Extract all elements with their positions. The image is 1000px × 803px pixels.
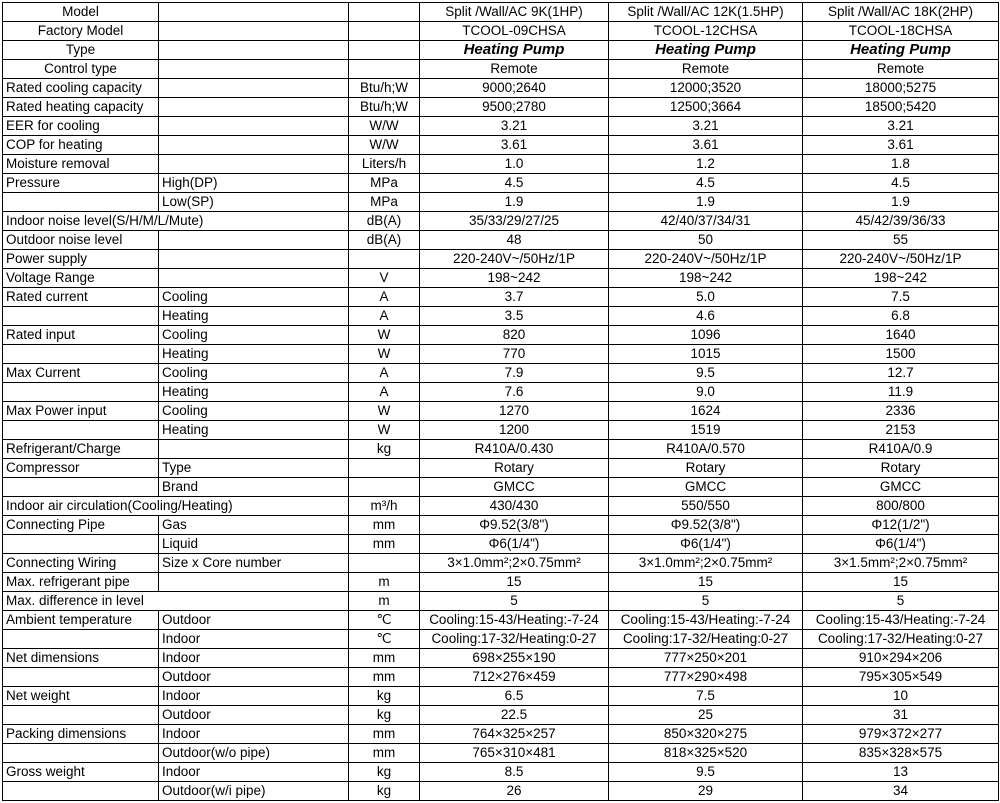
row-label: Connecting Wiring [3, 554, 159, 573]
row-label: Rated input [3, 326, 159, 345]
row-unit: kg [349, 687, 420, 706]
table-row [3, 535, 999, 554]
table-row [3, 117, 999, 136]
value-cell-model-2: 42/40/37/34/31 [609, 212, 803, 231]
row-unit: A [349, 364, 420, 383]
row-sublabel [159, 136, 349, 155]
row-label: Power supply [3, 250, 159, 269]
row-label [3, 478, 159, 497]
row-sublabel: Outdoor [159, 706, 349, 725]
row-unit: kg [349, 763, 420, 782]
table-row [3, 573, 999, 592]
row-label: Indoor noise level(S/H/M/L/Mute) [3, 212, 349, 231]
value-cell-model-1: 770 [420, 345, 609, 364]
value-cell-model-2: Cooling:15-43/Heating:-7-24 [609, 611, 803, 630]
row-sublabel: Indoor [159, 687, 349, 706]
row-sublabel [159, 155, 349, 174]
value-cell-model-3: 13 [803, 763, 999, 782]
row-label: Net dimensions [3, 649, 159, 668]
value-cell-model-3: Heating Pump [803, 41, 999, 60]
value-cell-model-2: GMCC [609, 478, 803, 497]
value-cell-model-2: 777×290×498 [609, 668, 803, 687]
row-unit: Btu/h;W [349, 98, 420, 117]
row-unit: A [349, 383, 420, 402]
value-cell-model-3: Φ6(1/4") [803, 535, 999, 554]
row-unit: kg [349, 782, 420, 801]
value-cell-model-1: 430/430 [420, 497, 609, 516]
row-unit: mm [349, 649, 420, 668]
value-cell-model-1: 3.61 [420, 136, 609, 155]
row-label [3, 345, 159, 364]
value-cell-model-2: 3.61 [609, 136, 803, 155]
value-cell-model-1: 5 [420, 592, 609, 611]
row-unit: W [349, 402, 420, 421]
row-label [3, 782, 159, 801]
row-label: COP for heating [3, 136, 159, 155]
value-cell-model-3: 220-240V~/50Hz/1P [803, 250, 999, 269]
row-label: Rated heating capacity [3, 98, 159, 117]
table-row [3, 326, 999, 345]
value-cell-model-1: 820 [420, 326, 609, 345]
value-cell-model-2: 50 [609, 231, 803, 250]
row-sublabel: Outdoor(w/i pipe) [159, 782, 349, 801]
row-unit: V [349, 269, 420, 288]
row-label: Type [3, 41, 159, 60]
row-sublabel [159, 98, 349, 117]
value-cell-model-1: 22.5 [420, 706, 609, 725]
value-cell-model-2: TCOOL-12CHSA [609, 22, 803, 41]
value-cell-model-2: 3.21 [609, 117, 803, 136]
value-cell-model-2: 5.0 [609, 288, 803, 307]
row-sublabel: Heating [159, 345, 349, 364]
value-cell-model-1: 764×325×257 [420, 725, 609, 744]
table-row [3, 668, 999, 687]
table-row [3, 155, 999, 174]
table-row [3, 421, 999, 440]
value-cell-model-3: 2336 [803, 402, 999, 421]
row-label [3, 630, 159, 649]
table-row [3, 554, 999, 573]
row-unit [349, 459, 420, 478]
value-cell-model-3: 198~242 [803, 269, 999, 288]
value-cell-model-1: Heating Pump [420, 41, 609, 60]
value-cell-model-3: 3.21 [803, 117, 999, 136]
value-cell-model-2: Remote [609, 60, 803, 79]
table-row [3, 3, 999, 22]
value-cell-model-1: 9000;2640 [420, 79, 609, 98]
value-cell-model-2: 1519 [609, 421, 803, 440]
row-unit [349, 22, 420, 41]
value-cell-model-3: 10 [803, 687, 999, 706]
value-cell-model-1: 3.7 [420, 288, 609, 307]
value-cell-model-2: 9.5 [609, 763, 803, 782]
row-sublabel: Heating [159, 307, 349, 326]
value-cell-model-3: R410A/0.9 [803, 440, 999, 459]
row-label: Factory Model [3, 22, 159, 41]
row-sublabel: Indoor [159, 630, 349, 649]
value-cell-model-1: GMCC [420, 478, 609, 497]
value-cell-model-1: 7.6 [420, 383, 609, 402]
row-unit: MPa [349, 174, 420, 193]
value-cell-model-3: 4.5 [803, 174, 999, 193]
table-row [3, 41, 999, 60]
row-unit: Btu/h;W [349, 79, 420, 98]
row-label: Rated current [3, 288, 159, 307]
table-row [3, 269, 999, 288]
row-label [3, 421, 159, 440]
table-row [3, 136, 999, 155]
row-label: Ambient temperature [3, 611, 159, 630]
row-unit: MPa [349, 193, 420, 212]
row-label: Packing dimensions [3, 725, 159, 744]
row-unit: ℃ [349, 611, 420, 630]
table-row [3, 79, 999, 98]
value-cell-model-2: 7.5 [609, 687, 803, 706]
value-cell-model-3: Cooling:17-32/Heating:0-27 [803, 630, 999, 649]
value-cell-model-2: 1096 [609, 326, 803, 345]
row-label: Outdoor noise level [3, 231, 159, 250]
value-cell-model-1: 765×310×481 [420, 744, 609, 763]
value-cell-model-1: 3.21 [420, 117, 609, 136]
row-label [3, 706, 159, 725]
value-cell-model-3: 3.61 [803, 136, 999, 155]
row-label [3, 744, 159, 763]
value-cell-model-2: 1624 [609, 402, 803, 421]
row-unit: ℃ [349, 630, 420, 649]
row-unit: A [349, 307, 420, 326]
table-row [3, 345, 999, 364]
value-cell-model-1: 712×276×459 [420, 668, 609, 687]
table-row [3, 725, 999, 744]
table-row [3, 744, 999, 763]
value-cell-model-3: TCOOL-18CHSA [803, 22, 999, 41]
table-row [3, 592, 999, 611]
row-sublabel: High(DP) [159, 174, 349, 193]
row-label: Max. difference in level [3, 592, 349, 611]
row-sublabel: Indoor [159, 763, 349, 782]
value-cell-model-1: 1270 [420, 402, 609, 421]
value-cell-model-1: 7.9 [420, 364, 609, 383]
value-cell-model-2: 9.5 [609, 364, 803, 383]
value-cell-model-3: 34 [803, 782, 999, 801]
table-row [3, 193, 999, 212]
value-cell-model-3: Remote [803, 60, 999, 79]
row-unit: kg [349, 706, 420, 725]
table-row [3, 497, 999, 516]
row-label: Indoor air circulation(Cooling/Heating) [3, 497, 349, 516]
value-cell-model-3: Cooling:15-43/Heating:-7-24 [803, 611, 999, 630]
row-unit [349, 41, 420, 60]
row-sublabel: Cooling [159, 288, 349, 307]
row-label [3, 383, 159, 402]
value-cell-model-1: Φ6(1/4") [420, 535, 609, 554]
value-cell-model-2: 12500;3664 [609, 98, 803, 117]
value-cell-model-3: Φ12(1/2") [803, 516, 999, 535]
value-cell-model-1: 1200 [420, 421, 609, 440]
row-unit: W/W [349, 136, 420, 155]
row-unit: mm [349, 744, 420, 763]
value-cell-model-1: TCOOL-09CHSA [420, 22, 609, 41]
table-row [3, 402, 999, 421]
row-sublabel: Outdoor [159, 611, 349, 630]
table-row [3, 22, 999, 41]
row-sublabel: Cooling [159, 402, 349, 421]
value-cell-model-2: 29 [609, 782, 803, 801]
row-label: Control type [3, 60, 159, 79]
row-label: Max Power input [3, 402, 159, 421]
value-cell-model-1: 35/33/29/27/25 [420, 212, 609, 231]
row-sublabel: Indoor [159, 649, 349, 668]
table-row [3, 383, 999, 402]
table-row [3, 288, 999, 307]
value-cell-model-2: 1015 [609, 345, 803, 364]
table-row [3, 782, 999, 801]
value-cell-model-1: 1.9 [420, 193, 609, 212]
row-unit: kg [349, 440, 420, 459]
value-cell-model-1: 198~242 [420, 269, 609, 288]
row-label: Compressor [3, 459, 159, 478]
value-cell-model-3: 910×294×206 [803, 649, 999, 668]
value-cell-model-3: 2153 [803, 421, 999, 440]
value-cell-model-3: 18500;5420 [803, 98, 999, 117]
row-sublabel: Cooling [159, 364, 349, 383]
value-cell-model-3: 12.7 [803, 364, 999, 383]
value-cell-model-1: 9500;2780 [420, 98, 609, 117]
value-cell-model-1: Remote [420, 60, 609, 79]
row-sublabel: Heating [159, 383, 349, 402]
row-sublabel: Size x Core number [159, 554, 349, 573]
value-cell-model-2: 777×250×201 [609, 649, 803, 668]
table-row [3, 307, 999, 326]
row-sublabel: Gas [159, 516, 349, 535]
row-sublabel [159, 250, 349, 269]
value-cell-model-1: Rotary [420, 459, 609, 478]
row-sublabel [159, 41, 349, 60]
row-label: Net weight [3, 687, 159, 706]
row-label: EER for cooling [3, 117, 159, 136]
value-cell-model-3: Split /Wall/AC 18K(2HP) [803, 3, 999, 22]
row-sublabel: Type [159, 459, 349, 478]
value-cell-model-3: 3×1.5mm²;2×0.75mm² [803, 554, 999, 573]
row-label: Connecting Pipe [3, 516, 159, 535]
row-unit: m [349, 573, 420, 592]
value-cell-model-1: 15 [420, 573, 609, 592]
table-row [3, 231, 999, 250]
row-label: Gross weight [3, 763, 159, 782]
value-cell-model-3: 1.8 [803, 155, 999, 174]
row-sublabel: Heating [159, 421, 349, 440]
row-unit: m [349, 592, 420, 611]
row-sublabel [159, 79, 349, 98]
value-cell-model-1: 1.0 [420, 155, 609, 174]
row-label: Rated cooling capacity [3, 79, 159, 98]
value-cell-model-2: 15 [609, 573, 803, 592]
row-sublabel [159, 3, 349, 22]
value-cell-model-3: 1.9 [803, 193, 999, 212]
value-cell-model-1: 26 [420, 782, 609, 801]
table-row [3, 706, 999, 725]
value-cell-model-1: 3×1.0mm²;2×0.75mm² [420, 554, 609, 573]
value-cell-model-2: 818×325×520 [609, 744, 803, 763]
table-row [3, 516, 999, 535]
row-sublabel [159, 269, 349, 288]
row-label: Max. refrigerant pipe [3, 573, 159, 592]
value-cell-model-2: 850×320×275 [609, 725, 803, 744]
table-row [3, 98, 999, 117]
value-cell-model-3: 55 [803, 231, 999, 250]
value-cell-model-3: 835×328×575 [803, 744, 999, 763]
value-cell-model-2: 3×1.0mm²;2×0.75mm² [609, 554, 803, 573]
value-cell-model-2: Cooling:17-32/Heating:0-27 [609, 630, 803, 649]
spec-table-body [3, 3, 999, 801]
value-cell-model-2: 198~242 [609, 269, 803, 288]
row-unit: Liters/h [349, 155, 420, 174]
value-cell-model-3: Rotary [803, 459, 999, 478]
row-label: Model [3, 3, 159, 22]
value-cell-model-2: 4.5 [609, 174, 803, 193]
row-unit [349, 554, 420, 573]
value-cell-model-3: 18000;5275 [803, 79, 999, 98]
value-cell-model-1: 48 [420, 231, 609, 250]
value-cell-model-1: Φ9.52(3/8") [420, 516, 609, 535]
row-sublabel: Outdoor(w/o pipe) [159, 744, 349, 763]
table-row [3, 440, 999, 459]
value-cell-model-2: 4.6 [609, 307, 803, 326]
row-label [3, 535, 159, 554]
row-label [3, 668, 159, 687]
table-row [3, 212, 999, 231]
value-cell-model-1: Split /Wall/AC 9K(1HP) [420, 3, 609, 22]
value-cell-model-2: Rotary [609, 459, 803, 478]
row-sublabel: Low(SP) [159, 193, 349, 212]
value-cell-model-2: R410A/0.570 [609, 440, 803, 459]
value-cell-model-2: Φ6(1/4") [609, 535, 803, 554]
row-unit: W [349, 421, 420, 440]
value-cell-model-3: GMCC [803, 478, 999, 497]
value-cell-model-3: 15 [803, 573, 999, 592]
row-unit [349, 478, 420, 497]
value-cell-model-2: 1.9 [609, 193, 803, 212]
table-row [3, 364, 999, 383]
table-row [3, 630, 999, 649]
row-unit: mm [349, 535, 420, 554]
value-cell-model-3: 45/42/39/36/33 [803, 212, 999, 231]
value-cell-model-1: Cooling:15-43/Heating:-7-24 [420, 611, 609, 630]
row-unit: mm [349, 725, 420, 744]
value-cell-model-2: 1.2 [609, 155, 803, 174]
row-sublabel: Outdoor [159, 668, 349, 687]
row-sublabel [159, 117, 349, 136]
row-sublabel [159, 573, 349, 592]
value-cell-model-3: 800/800 [803, 497, 999, 516]
row-sublabel [159, 22, 349, 41]
row-unit: mm [349, 668, 420, 687]
value-cell-model-1: 698×255×190 [420, 649, 609, 668]
row-sublabel: Cooling [159, 326, 349, 345]
value-cell-model-1: 4.5 [420, 174, 609, 193]
row-unit: dB(A) [349, 212, 420, 231]
row-sublabel [159, 231, 349, 250]
value-cell-model-2: 12000;3520 [609, 79, 803, 98]
table-row [3, 763, 999, 782]
row-unit: W/W [349, 117, 420, 136]
row-sublabel: Brand [159, 478, 349, 497]
row-label: Pressure [3, 174, 159, 193]
row-label [3, 193, 159, 212]
value-cell-model-3: 1500 [803, 345, 999, 364]
value-cell-model-2: Φ9.52(3/8") [609, 516, 803, 535]
value-cell-model-3: 7.5 [803, 288, 999, 307]
value-cell-model-1: 220-240V~/50Hz/1P [420, 250, 609, 269]
value-cell-model-2: 9.0 [609, 383, 803, 402]
row-unit: m³/h [349, 497, 420, 516]
value-cell-model-3: 979×372×277 [803, 725, 999, 744]
value-cell-model-2: 550/550 [609, 497, 803, 516]
value-cell-model-3: 6.8 [803, 307, 999, 326]
row-unit [349, 3, 420, 22]
row-unit: W [349, 326, 420, 345]
value-cell-model-1: R410A/0.430 [420, 440, 609, 459]
row-label: Moisture removal [3, 155, 159, 174]
table-row [3, 687, 999, 706]
value-cell-model-3: 1640 [803, 326, 999, 345]
spec-table [2, 2, 999, 801]
table-row [3, 611, 999, 630]
table-row [3, 60, 999, 79]
value-cell-model-2: 25 [609, 706, 803, 725]
value-cell-model-1: Cooling:17-32/Heating:0-27 [420, 630, 609, 649]
table-row [3, 478, 999, 497]
row-label: Voltage Range [3, 269, 159, 288]
row-sublabel: Indoor [159, 725, 349, 744]
value-cell-model-1: 3.5 [420, 307, 609, 326]
row-unit: mm [349, 516, 420, 535]
row-sublabel: Liquid [159, 535, 349, 554]
value-cell-model-2: Heating Pump [609, 41, 803, 60]
row-sublabel [159, 440, 349, 459]
value-cell-model-2: 220-240V~/50Hz/1P [609, 250, 803, 269]
value-cell-model-1: 6.5 [420, 687, 609, 706]
table-row [3, 459, 999, 478]
row-label [3, 307, 159, 326]
value-cell-model-3: 11.9 [803, 383, 999, 402]
row-label: Refrigerant/Charge [3, 440, 159, 459]
row-sublabel [159, 60, 349, 79]
row-unit: dB(A) [349, 231, 420, 250]
table-row [3, 174, 999, 193]
value-cell-model-2: Split /Wall/AC 12K(1.5HP) [609, 3, 803, 22]
value-cell-model-3: 31 [803, 706, 999, 725]
value-cell-model-2: 5 [609, 592, 803, 611]
row-unit: W [349, 345, 420, 364]
row-unit: A [349, 288, 420, 307]
row-label: Max Current [3, 364, 159, 383]
value-cell-model-3: 5 [803, 592, 999, 611]
value-cell-model-3: 795×305×549 [803, 668, 999, 687]
table-row [3, 250, 999, 269]
table-row [3, 649, 999, 668]
value-cell-model-1: 8.5 [420, 763, 609, 782]
row-unit [349, 250, 420, 269]
row-unit [349, 60, 420, 79]
